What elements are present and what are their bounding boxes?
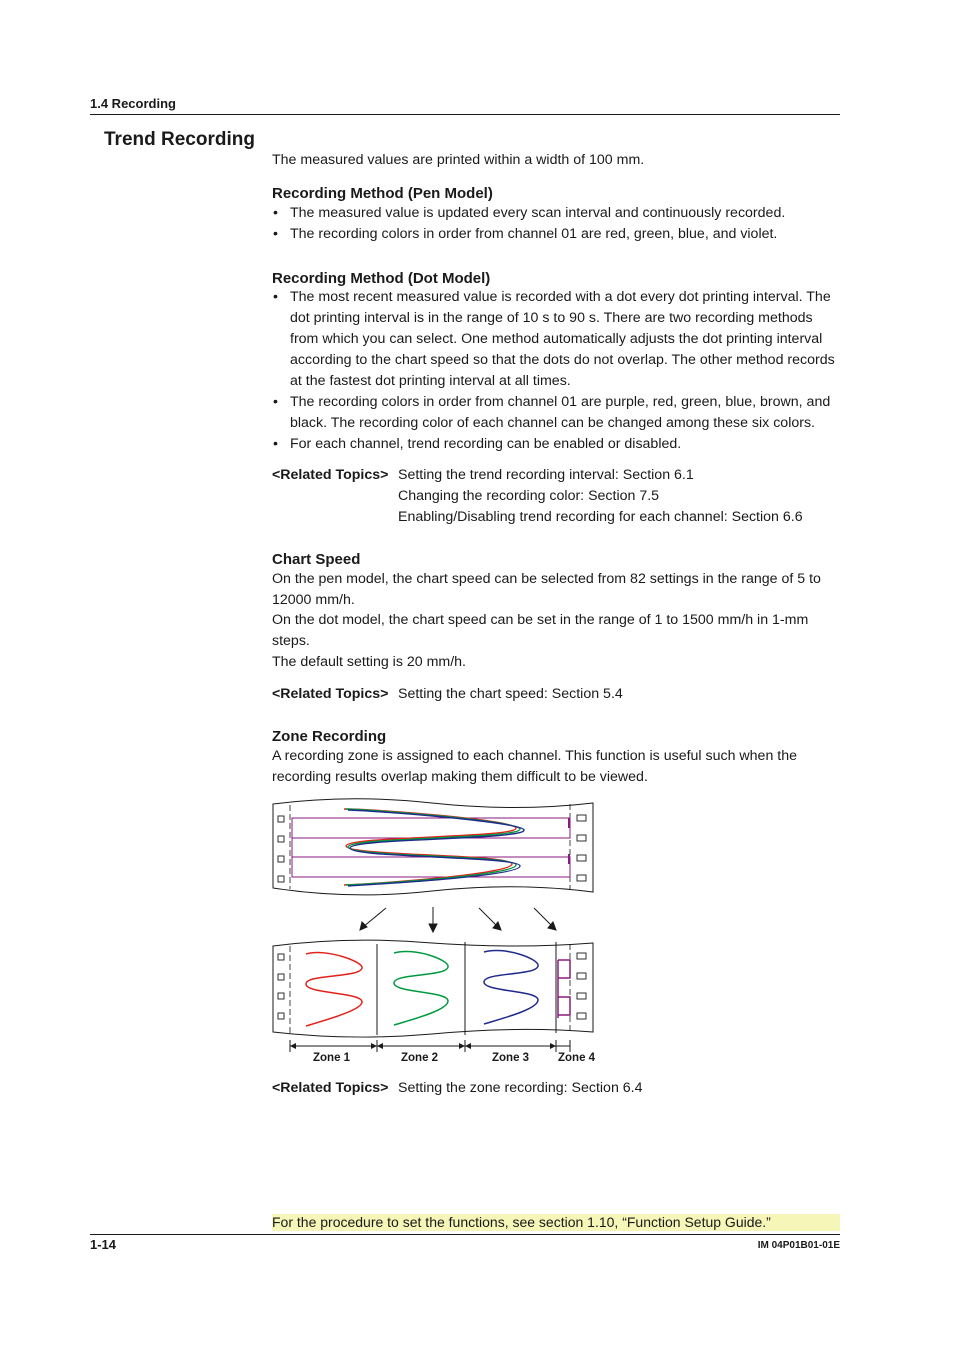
pen-bullet: • The measured value is updated every scan interval and continuously recorded. [272, 203, 844, 224]
zone-heading: Zone Recording [272, 728, 387, 745]
related-topics-chart-speed [272, 684, 844, 705]
dot-bullet: • The most recent measured value is recorded with a dot every dot printing interval. The dot printing interval is in the range of 10 s to 90 s. There are two recording methods from which you can select. One method automatically adjusts the dot printing interval according to the chart speed so that the dots do not overlap. The other method records at the fastest dot printing interval at all times. [272, 287, 844, 392]
pen-bullet-list [272, 203, 844, 245]
document-id: IM 04P01B01-01E [757, 1240, 840, 1251]
related-topic-item: Setting the zone recording: Section 6.4 [398, 1080, 643, 1096]
related-topic-item: Setting the chart speed: Section 5.4 [398, 686, 623, 702]
related-topics-label: <Related Topics> [272, 467, 389, 483]
related-topic-item: Enabling/Disabling trend recording for each channel: Section 6.6 [398, 509, 803, 525]
related-topic-item: Setting the trend recording interval: Section 6.1 [398, 467, 694, 483]
zone-paragraph: A recording zone is assigned to each channel. This function is useful such when the recording results overlap making them difficult to be viewed. [272, 748, 797, 785]
page-number: 1-14 [90, 1237, 117, 1252]
pen-heading: Recording Method (Pen Model) [272, 185, 493, 202]
related-topic-item: Changing the recording color: Section 7.5 [398, 488, 660, 504]
intro-text: The measured values are printed within a width of 100 mm. [272, 152, 645, 168]
related-topics-trend [272, 465, 844, 528]
header-rule [90, 114, 840, 115]
chart-speed-paragraph-2: On the dot model, the chart speed can be set in the range of 1 to 1500 mm/h in 1-mm steps. [272, 612, 809, 649]
related-topics-label: <Related Topics> [272, 1080, 389, 1096]
dot-heading: Recording Method (Dot Model) [272, 270, 491, 287]
section-label: 1.4 Recording [90, 96, 176, 111]
zone-1-label: Zone 1 [313, 1052, 351, 1064]
zoned-chart-paper [273, 940, 593, 1037]
zone-2-label: Zone 2 [401, 1052, 439, 1064]
split-arrows [360, 907, 556, 932]
zone-3-label: Zone 3 [492, 1052, 530, 1064]
zone-dimension-lines [290, 1040, 570, 1052]
page-title: Trend Recording [104, 129, 255, 150]
dot-bullet-list [272, 287, 844, 455]
procedure-note: For the procedure to set the functions, see section 1.10, “Function Setup Guide.” [272, 1214, 840, 1231]
related-topics-label: <Related Topics> [272, 686, 389, 702]
related-topics-zone [272, 1078, 844, 1099]
overlapping-chart-paper [273, 799, 593, 895]
zone-recording-diagram [266, 796, 602, 1080]
pen-bullet: • The recording colors in order from channel 01 are red, green, blue, and violet. [272, 224, 844, 245]
footer-rule [90, 1234, 840, 1235]
chart-speed-heading: Chart Speed [272, 551, 361, 568]
dot-bullet: • For each channel, trend recording can be enabled or disabled. [272, 434, 844, 455]
chart-speed-paragraph-3: The default setting is 20 mm/h. [272, 654, 466, 670]
chart-speed-paragraph-1: On the pen model, the chart speed can be selected from 82 settings in the range of 5 to 12000 mm/h. [272, 571, 821, 608]
zone-4-label: Zone 4 [558, 1052, 596, 1064]
dot-bullet: • The recording colors in order from channel 01 are purple, red, green, blue, brown, and black. The recording color of each channel can be changed among these six colors. [272, 392, 844, 434]
